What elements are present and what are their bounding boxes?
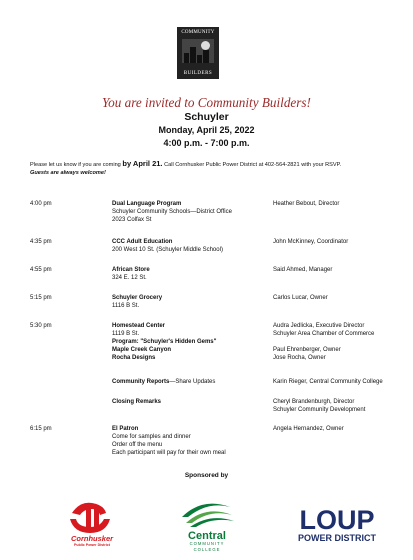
schedule-time: 6:15 pm (30, 426, 52, 432)
schedule-event: Community Reports (112, 379, 170, 385)
rsvp-deadline: by April 21. (122, 159, 163, 168)
rsvp-contact: Call Cornhusker Public Power District at 402-564-2821 with your RSVP. (164, 162, 342, 168)
schedule-contact: Karin Rieger, Central Community College (273, 379, 383, 385)
schedule-detail: Come for samples and dinner (112, 434, 191, 440)
schedule-detail: 200 West 10 St. (Schuyler Middle School) (112, 247, 223, 253)
rsvp-text: Please let us know if you are coming (30, 162, 121, 168)
logo-skyline (182, 39, 214, 63)
schedule-detail: 324 E. 12 St. (112, 275, 147, 281)
schedule-event: Dual Language Program (112, 201, 182, 207)
cornhusker-name: Cornhusker (70, 534, 114, 543)
schedule-contact: Paul Ehrenberger, Owner (273, 347, 341, 353)
schedule-detail: 1116 B St. (112, 303, 140, 309)
building-icon (184, 53, 189, 63)
event-time: 4:00 p.m. - 7:00 p.m. (163, 138, 250, 148)
loup-name: LOUP (299, 505, 375, 535)
logo-line1: COMMUNITY (181, 30, 215, 35)
schedule-gem: Maple Creek Canyon (112, 347, 172, 353)
schedule-contact: Audra Jedlicka, Executive Director (273, 323, 365, 329)
schedule-time: 4:55 pm (30, 267, 52, 273)
schedule-contact: Schuyler Area Chamber of Commerce (273, 331, 375, 337)
central-logo (172, 495, 242, 553)
schedule-time: 4:00 pm (30, 201, 52, 207)
schedule-contact: Jose Rocha, Owner (273, 355, 326, 361)
schedule-contact: Angela Hernandez, Owner (273, 426, 344, 432)
building-icon (203, 50, 209, 63)
schedule-detail: 2023 Colfax St (112, 217, 152, 223)
central-swoosh-icon (182, 504, 234, 527)
schedule-event: El Patron (112, 426, 139, 432)
schedule-contact: Heather Bebout, Director (273, 201, 340, 207)
schedule-contact: John McKinney, Coordinator (273, 239, 349, 245)
schedule-program: Program: "Schuyler's Hidden Gems" (112, 339, 217, 345)
schedule-contact: Cheryl Brandenburgh, Director (273, 399, 355, 405)
schedule-contact: Schuyler Community Development (273, 407, 366, 413)
central-sub1: COMMUNITY (189, 541, 225, 546)
schedule-event-suffix: —Share Updates (169, 379, 216, 385)
schedule-time: 4:35 pm (30, 239, 52, 245)
schedule-event: Closing Remarks (112, 399, 162, 405)
sponsored-by-heading: Sponsored by (184, 472, 229, 479)
rsvp-note (30, 160, 400, 177)
loup-logo (292, 495, 382, 551)
moon-icon (201, 41, 210, 50)
building-icon (197, 55, 202, 63)
schedule-event: Homestead Center (112, 323, 166, 329)
schedule-detail: Order off the menu (112, 442, 163, 448)
city-title: Schuyler (184, 111, 229, 123)
schedule-time: 5:30 pm (30, 323, 52, 329)
building-icon (190, 47, 196, 63)
schedule-detail: Schuyler Community Schools—District Office (112, 209, 232, 215)
community-builders-logo (177, 27, 219, 79)
cornhusker-mark-icon (70, 503, 110, 533)
loup-sub: POWER DISTRICT (298, 533, 376, 543)
invitation-heading: You are invited to Community Builders! (102, 95, 311, 110)
event-date: Monday, April 25, 2022 (158, 125, 255, 135)
schedule-contact: Said Ahmed, Manager (273, 267, 333, 273)
schedule-detail: Each participant will pay for their own meal (112, 450, 226, 456)
cornhusker-logo (58, 495, 126, 547)
logo-line2: BUILDERS (183, 71, 213, 76)
central-sub2: COLLEGE (193, 547, 221, 552)
guests-welcome: Guests are always welcome! (30, 170, 106, 176)
schedule-contact: Carlos Lucar, Owner (273, 295, 328, 301)
schedule-gem: Rocha Designs (112, 355, 156, 361)
schedule-event: CCC Adult Education (112, 239, 173, 245)
cornhusker-sub: Public Power District (74, 543, 110, 547)
schedule-event: Schuyler Grocery (112, 295, 163, 301)
central-name: Central (188, 530, 226, 542)
schedule-event: African Store (112, 267, 150, 273)
spacer (273, 338, 413, 346)
schedule-detail: 1119 B St. (112, 331, 140, 337)
schedule-time: 5:15 pm (30, 295, 52, 301)
